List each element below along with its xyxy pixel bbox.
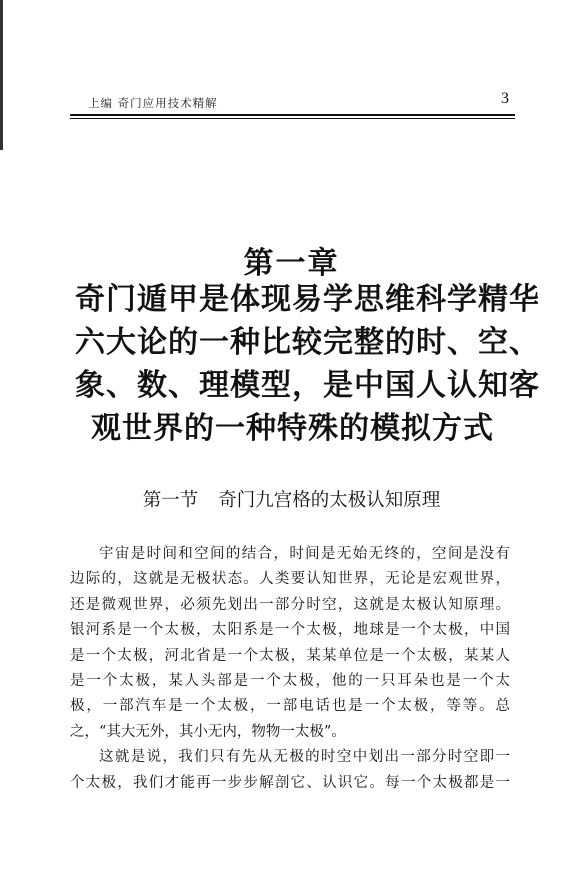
chapter-title-line: 观世界的一种特殊的模拟方式	[91, 411, 494, 446]
section-number: 第一节	[142, 490, 199, 511]
running-title: 上编 奇门应用技术精解	[88, 96, 218, 110]
body-line: 是一个太极，河北省是一个太极，某某单位是一个太极，某某人	[70, 647, 510, 664]
chapter-title-line: 象、数、理模型，是中国人认知客	[75, 368, 540, 403]
body-line: 是一个太极，某人头部是一个太极，他的一只耳朵也是一个太	[70, 673, 510, 690]
chapter-title-line: 奇门遁甲是体现易学思维科学精华	[75, 282, 540, 317]
body-text	[70, 542, 510, 796]
header-rule-thin	[70, 118, 515, 119]
body-line: 极，一部汽车是一个太极，一部电话也是一个太极，等等。总	[70, 698, 510, 715]
chapter-label: 第一章	[243, 246, 340, 281]
body-line: 之，“其大无外，其小无内，物物一太极”。	[70, 723, 346, 740]
header-rule	[70, 114, 515, 116]
chapter-title	[75, 278, 540, 450]
page-edge-rule	[0, 0, 3, 150]
body-line: 边际的，这就是无极状态。人类要认知世界，无论是宏观世界，	[70, 571, 510, 588]
body-line: 银河系是一个太极，太阳系是一个太极，地球是一个太极，中国	[70, 622, 510, 639]
running-header	[70, 90, 515, 120]
section-title: 奇门九宫格的太极认知原理	[218, 490, 441, 511]
page-number: 3	[501, 90, 509, 107]
body-line: 这就是说，我们只有先从无极的时空中划出一部分时空即一	[99, 749, 510, 766]
chapter-title-line: 六大论的一种比较完整的时、空、	[75, 325, 540, 360]
body-line: 还是微观世界，必须先划出一部分时空，这就是太极认知原理。	[70, 596, 510, 613]
body-line: 宇宙是时间和空间的结合，时间是无始无终的，空间是没有	[99, 546, 510, 562]
body-line: 个太极，我们才能再一步步解剖它、认识它。每一个太极都是一	[70, 774, 510, 791]
section-heading	[0, 486, 583, 512]
